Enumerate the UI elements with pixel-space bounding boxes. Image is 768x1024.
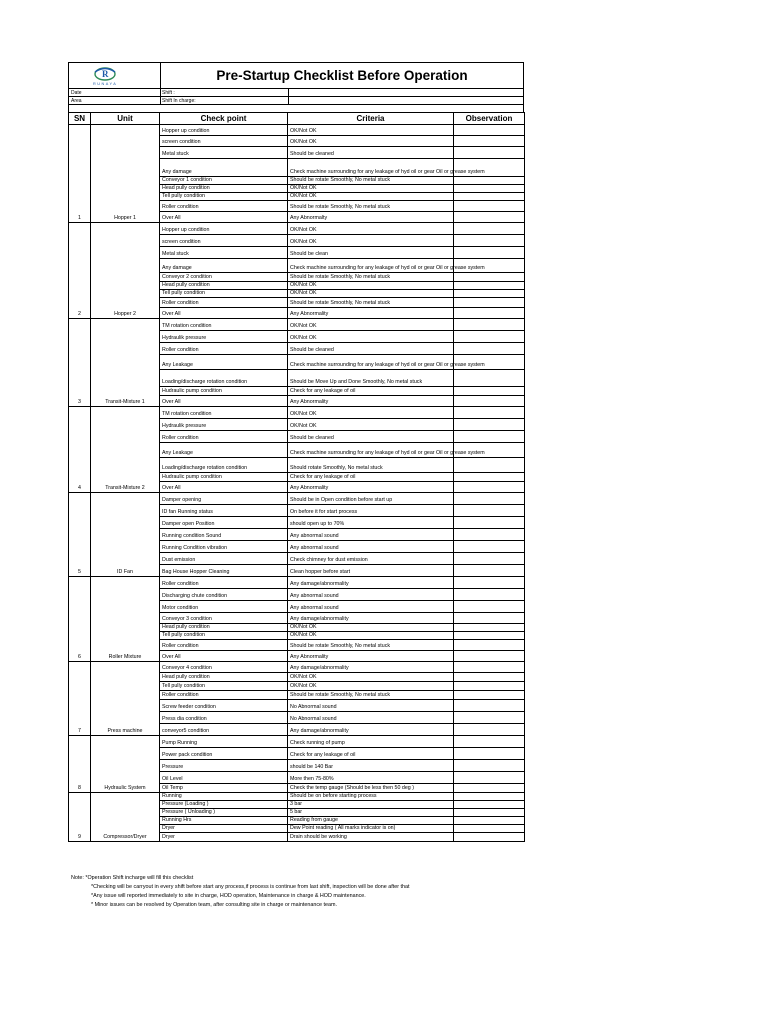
checkpoint-cell: Head pully condition	[160, 282, 288, 290]
company-logo	[69, 63, 161, 88]
criteria-cell: Check chimney for dust emission	[288, 553, 454, 565]
unit-cell: Transit-Mixture 2	[91, 407, 160, 493]
observation-cell[interactable]	[454, 193, 525, 201]
criteria-cell: OK/Not OK	[288, 235, 454, 247]
sn-cell: 5	[69, 493, 91, 577]
criteria-cell: Any damage/abnormality	[288, 613, 454, 624]
checkpoint-cell: Hydraulik pressure	[160, 419, 288, 431]
checkpoint-cell: Hopper up condition	[160, 125, 288, 136]
checkpoint-cell: Pressure ( Unloading )	[160, 809, 288, 817]
observation-cell[interactable]	[454, 662, 525, 673]
checkpoint-cell: conveyor5 condition	[160, 724, 288, 736]
observation-cell[interactable]	[454, 825, 525, 833]
observation-cell[interactable]	[454, 712, 525, 724]
criteria-cell: Any abnormal sound	[288, 601, 454, 613]
checkpoint-cell: Dryer	[160, 833, 288, 842]
checkpoint-cell: Over All	[160, 396, 288, 407]
criteria-cell: Should be rotate Smoothly, No metal stuck	[288, 273, 454, 282]
observation-cell[interactable]	[454, 473, 525, 482]
observation-cell[interactable]	[454, 640, 525, 651]
criteria-cell: OK/Not OK	[288, 290, 454, 298]
sn-cell: 3	[69, 319, 91, 407]
unit-cell: Hopper 1	[91, 125, 160, 223]
checkpoint-cell: Pressure	[160, 760, 288, 772]
observation-cell[interactable]	[454, 505, 525, 517]
observation-cell[interactable]	[454, 147, 525, 159]
sheet-header	[68, 62, 524, 112]
observation-cell[interactable]	[454, 125, 525, 136]
shift-incharge-label: Shift In charge:	[162, 98, 196, 104]
checkpoint-cell: screen condition	[160, 235, 288, 247]
criteria-cell: OK/Not OK	[288, 223, 454, 235]
observation-cell[interactable]	[454, 223, 525, 235]
checkpoint-cell: Conveyor 4 condition	[160, 662, 288, 673]
checkpoint-cell: Power pack condition	[160, 748, 288, 760]
checkpoint-cell: Running Condition vibration	[160, 541, 288, 553]
checkpoint-cell: ID fan Running status	[160, 505, 288, 517]
checkpoint-cell: Tell pully condition	[160, 682, 288, 691]
observation-cell[interactable]	[454, 809, 525, 817]
checkpoint-cell: Over All	[160, 212, 288, 223]
criteria-cell: Should be in Open condition before start up	[288, 493, 454, 505]
checkpoint-cell: Loading/discharge rotation condition	[160, 370, 288, 387]
observation-cell[interactable]	[454, 396, 525, 407]
note-line: *Checking will be carryout in every shift before start any process,if process is continue from last shift, inspection will be done after that	[91, 884, 410, 890]
unit-cell: Press machine	[91, 662, 160, 736]
checkpoint-cell: TM rotation condition	[160, 407, 288, 419]
criteria-cell: Check for any leakage of oil	[288, 473, 454, 482]
observation-cell[interactable]	[454, 298, 525, 308]
sn-cell: 2	[69, 223, 91, 319]
note-line: *Any issue will reported immediately to site in charge, HOD operation, Maintenance in charge & HOD maintenance.	[91, 893, 366, 899]
criteria-cell: Check for any leakage of oil	[288, 748, 454, 760]
table-row	[69, 319, 525, 331]
observation-cell[interactable]	[454, 273, 525, 282]
observation-cell[interactable]	[454, 624, 525, 632]
checkpoint-cell: Roller condition	[160, 343, 288, 355]
checkpoint-cell: Tell pully condition	[160, 290, 288, 298]
criteria-cell: Should be rotate Smoothly, No metal stuck	[288, 691, 454, 700]
checkpoint-cell: Any damage	[160, 259, 288, 273]
checkpoint-cell: Roller condition	[160, 431, 288, 443]
unit-cell: Transit-Mixture 1	[91, 319, 160, 407]
observation-cell[interactable]	[454, 784, 525, 793]
observation-cell[interactable]	[454, 651, 525, 662]
observation-cell[interactable]	[454, 419, 525, 431]
criteria-cell: Should rotate Smoothly, No metal stuck	[288, 458, 454, 473]
observation-cell[interactable]	[454, 177, 525, 185]
criteria-cell: Should be on before starting process	[288, 793, 454, 801]
criteria-cell: Any abnormal sound	[288, 529, 454, 541]
criteria-cell: OK/Not OK	[288, 407, 454, 419]
checkpoint-cell: screen condition	[160, 136, 288, 147]
observation-cell[interactable]	[454, 185, 525, 193]
sn-cell: 9	[69, 793, 91, 842]
checkpoint-cell: Dust emission	[160, 553, 288, 565]
checkpoint-cell: Over All	[160, 308, 288, 319]
criteria-cell: Dew Point reading ( All marks indicator is on)	[288, 825, 454, 833]
table-row	[69, 577, 525, 589]
criteria-cell: 3 bar	[288, 801, 454, 809]
svg-text:RUNAYA: RUNAYA	[93, 82, 118, 86]
criteria-cell: OK/Not OK	[288, 319, 454, 331]
criteria-cell: Any Abnormalty	[288, 212, 454, 223]
observation-cell[interactable]	[454, 833, 525, 842]
criteria-cell: Check for any leakage of oil	[288, 387, 454, 396]
criteria-cell: OK/Not OK	[288, 673, 454, 682]
criteria-cell: Should be rotate Smoothly, No metal stuck	[288, 298, 454, 308]
criteria-cell: Any damage/abnormality	[288, 577, 454, 589]
criteria-cell: Check machine surrounding for any leakage of hyd oil or gear Oil or grease system	[288, 355, 454, 370]
criteria-cell: Check the temp gauge (Should be less then 50 deg )	[288, 784, 454, 793]
observation-cell[interactable]	[454, 387, 525, 396]
checkpoint-cell: Motor condition	[160, 601, 288, 613]
observation-cell[interactable]	[454, 201, 525, 212]
checkpoint-cell: Conveyor 3 condition	[160, 613, 288, 624]
observation-cell[interactable]	[454, 290, 525, 298]
checkpoint-cell: Press dia condition	[160, 712, 288, 724]
criteria-cell: should open up to 70%	[288, 517, 454, 529]
col-sn: SN	[69, 113, 91, 125]
observation-cell[interactable]	[454, 407, 525, 419]
unit-cell: ID Fan	[91, 493, 160, 577]
unit-cell: Hydraulic System	[91, 736, 160, 793]
table-row	[69, 793, 525, 801]
checkpoint-cell: Tell pully condition	[160, 632, 288, 640]
criteria-cell: OK/Not OK	[288, 331, 454, 343]
criteria-cell: OK/Not OK	[288, 136, 454, 147]
criteria-cell: Check running of pump	[288, 736, 454, 748]
checkpoint-cell: Running condition Sound	[160, 529, 288, 541]
criteria-cell: OK/Not OK	[288, 419, 454, 431]
criteria-cell: More then 75-80%	[288, 772, 454, 784]
observation-cell[interactable]	[454, 793, 525, 801]
criteria-cell: Reading from gauge	[288, 817, 454, 825]
criteria-cell: Any damage/abnormality	[288, 724, 454, 736]
checkpoint-cell: Dryer	[160, 825, 288, 833]
observation-cell[interactable]	[454, 493, 525, 505]
checkpoint-cell: Oil Level	[160, 772, 288, 784]
observation-cell[interactable]	[454, 772, 525, 784]
checkpoint-cell: Head pully condition	[160, 624, 288, 632]
observation-cell[interactable]	[454, 529, 525, 541]
checkpoint-cell: Roller condition	[160, 201, 288, 212]
criteria-cell: Should be rotate Smoothly, No metal stuck	[288, 177, 454, 185]
criteria-cell: OK/Not OK	[288, 193, 454, 201]
unit-cell: Roller Mixture	[91, 577, 160, 662]
checkpoint-cell: Hudraulic pump condition	[160, 387, 288, 396]
observation-cell[interactable]	[454, 736, 525, 748]
criteria-cell: Any damage/abnormality	[288, 662, 454, 673]
col-checkpoint: Check point	[160, 113, 288, 125]
observation-cell[interactable]	[454, 212, 525, 223]
observation-cell[interactable]	[454, 282, 525, 290]
checkpoint-cell: Head pully condition	[160, 673, 288, 682]
area-label: Area	[71, 98, 82, 104]
criteria-cell: OK/Not OK	[288, 682, 454, 691]
criteria-cell: Check machine surrounding for any leakage of hyd oil or gear Oil or grease system	[288, 443, 454, 458]
criteria-cell: Should be cleaned	[288, 431, 454, 443]
sn-cell: 6	[69, 577, 91, 662]
checkpoint-cell: Running Hrs	[160, 817, 288, 825]
table-row	[69, 736, 525, 748]
checkpoint-cell: Head pully condition	[160, 185, 288, 193]
observation-cell[interactable]	[454, 601, 525, 613]
checkpoint-cell: Pump Running	[160, 736, 288, 748]
checkpoint-cell: Roller condition	[160, 298, 288, 308]
observation-cell[interactable]	[454, 565, 525, 577]
observation-cell[interactable]	[454, 319, 525, 331]
criteria-cell: Check machine surrounding for any leakage of hyd oil or gear Oil or grease system	[288, 159, 454, 177]
table-row	[69, 125, 525, 136]
note-line: * Minor issues can be resolved by Operation team, after consulting site in charge or maintenance team.	[91, 902, 338, 908]
checkpoint-cell: Any damage	[160, 159, 288, 177]
checkpoint-cell: Over All	[160, 651, 288, 662]
observation-cell[interactable]	[454, 458, 525, 473]
criteria-cell: OK/Not OK	[288, 282, 454, 290]
page-title: Pre-Startup Checklist Before Operation	[216, 68, 468, 83]
checkpoint-cell: TM rotation condition	[160, 319, 288, 331]
criteria-cell: On before it for start process	[288, 505, 454, 517]
criteria-cell: Any abnormal sound	[288, 589, 454, 601]
criteria-cell: Any abnormal sound	[288, 541, 454, 553]
table-row	[69, 493, 525, 505]
col-unit: Unit	[91, 113, 160, 125]
observation-cell[interactable]	[454, 235, 525, 247]
sn-cell: 8	[69, 736, 91, 793]
svg-text:R: R	[102, 69, 109, 79]
criteria-cell: Drain should be working	[288, 833, 454, 842]
observation-cell[interactable]	[454, 553, 525, 565]
sn-cell: 4	[69, 407, 91, 493]
col-criteria: Criteria	[288, 113, 454, 125]
criteria-cell: No Abnormal sound	[288, 700, 454, 712]
checkpoint-cell: Hudraulic pump condition	[160, 473, 288, 482]
observation-cell[interactable]	[454, 673, 525, 682]
observation-cell[interactable]	[454, 308, 525, 319]
criteria-cell: Any Abnormality	[288, 482, 454, 493]
observation-cell[interactable]	[454, 577, 525, 589]
observation-cell[interactable]	[454, 247, 525, 259]
criteria-cell: should be 140 Bar	[288, 760, 454, 772]
checkpoint-cell: Screw feeder condition	[160, 700, 288, 712]
criteria-cell: OK/Not OK	[288, 624, 454, 632]
checkpoint-cell: Conveyor 2 condition	[160, 273, 288, 282]
observation-cell[interactable]	[454, 724, 525, 736]
checkpoint-cell: Pressure (Loading )	[160, 801, 288, 809]
checkpoint-cell: Roller condition	[160, 691, 288, 700]
date-label: Date	[71, 90, 82, 96]
table-row	[69, 662, 525, 673]
criteria-cell: Clean hopper before start	[288, 565, 454, 577]
observation-cell[interactable]	[454, 431, 525, 443]
observation-cell[interactable]	[454, 331, 525, 343]
checkpoint-cell: Loading/discharge rotation condition	[160, 458, 288, 473]
checkpoint-cell: Hydraulik pressure	[160, 331, 288, 343]
criteria-cell: OK/Not OK	[288, 185, 454, 193]
sn-cell: 7	[69, 662, 91, 736]
checkpoint-cell: Conveyor 1 condition	[160, 177, 288, 185]
criteria-cell: Check machine surrounding for any leakage of hyd oil or gear Oil or grease system	[288, 259, 454, 273]
checkpoint-cell: Roller condition	[160, 640, 288, 651]
checkpoint-cell: Any Leakage	[160, 355, 288, 370]
checklist-table	[68, 112, 525, 842]
criteria-cell: Any Abnormality	[288, 308, 454, 319]
checkpoint-cell: Any Leakage	[160, 443, 288, 458]
checkpoint-cell: Discharging chute condition	[160, 589, 288, 601]
notes-section	[71, 874, 410, 910]
checklist-sheet	[68, 62, 524, 842]
observation-cell[interactable]	[454, 136, 525, 147]
criteria-cell: OK/Not OK	[288, 125, 454, 136]
shift-label: Shift :	[162, 90, 175, 96]
criteria-cell: 5 bar	[288, 809, 454, 817]
checkpoint-cell: Damper open Position	[160, 517, 288, 529]
table-row	[69, 223, 525, 235]
checkpoint-cell: Running	[160, 793, 288, 801]
observation-cell[interactable]	[454, 632, 525, 640]
checkpoint-cell: Metal stuck	[160, 147, 288, 159]
checkpoint-cell: Hopper up condition	[160, 223, 288, 235]
checkpoint-cell: Roller condition	[160, 577, 288, 589]
observation-cell[interactable]	[454, 691, 525, 700]
checkpoint-cell: Tell pully condition	[160, 193, 288, 201]
unit-cell: Hopper 2	[91, 223, 160, 319]
observation-cell[interactable]	[454, 517, 525, 529]
observation-cell[interactable]	[454, 801, 525, 809]
observation-cell[interactable]	[454, 541, 525, 553]
observation-cell[interactable]	[454, 589, 525, 601]
criteria-cell: Should be cleaned	[288, 147, 454, 159]
checkpoint-cell: Bag House Hopper Cleaning	[160, 565, 288, 577]
observation-cell[interactable]	[454, 760, 525, 772]
observation-cell[interactable]	[454, 700, 525, 712]
table-header-row	[69, 113, 525, 125]
runaya-logo-icon	[69, 63, 160, 88]
criteria-cell: Should be rotate Smoothly, No metal stuck	[288, 201, 454, 212]
table-row	[69, 407, 525, 419]
observation-cell[interactable]	[454, 748, 525, 760]
criteria-cell: Should be clean	[288, 247, 454, 259]
observation-cell[interactable]	[454, 817, 525, 825]
checkpoint-cell: Damper opening	[160, 493, 288, 505]
criteria-cell: Any Abnormality	[288, 396, 454, 407]
criteria-cell: OK/Not OK	[288, 632, 454, 640]
criteria-cell: No Abnormal sound	[288, 712, 454, 724]
col-observation: Observation	[454, 113, 525, 125]
observation-cell[interactable]	[454, 682, 525, 691]
criteria-cell: Any Abnormality	[288, 651, 454, 662]
observation-cell[interactable]	[454, 482, 525, 493]
criteria-cell: Should be cleaned	[288, 343, 454, 355]
criteria-cell: Should be Move Up and Done Smoothly, No metal stuck	[288, 370, 454, 387]
note-line: Note: *Operation Shift incharge will fill this checklist	[71, 875, 194, 881]
observation-cell[interactable]	[454, 370, 525, 387]
criteria-cell: Should be rotate Smoothly, No metal stuck	[288, 640, 454, 651]
observation-cell[interactable]	[454, 343, 525, 355]
checkpoint-cell: Metal stuck	[160, 247, 288, 259]
sn-cell: 1	[69, 125, 91, 223]
checkpoint-cell: Oil Temp	[160, 784, 288, 793]
unit-cell: Compressor/Dryer	[91, 793, 160, 842]
checkpoint-cell: Over All	[160, 482, 288, 493]
observation-cell[interactable]	[454, 613, 525, 624]
